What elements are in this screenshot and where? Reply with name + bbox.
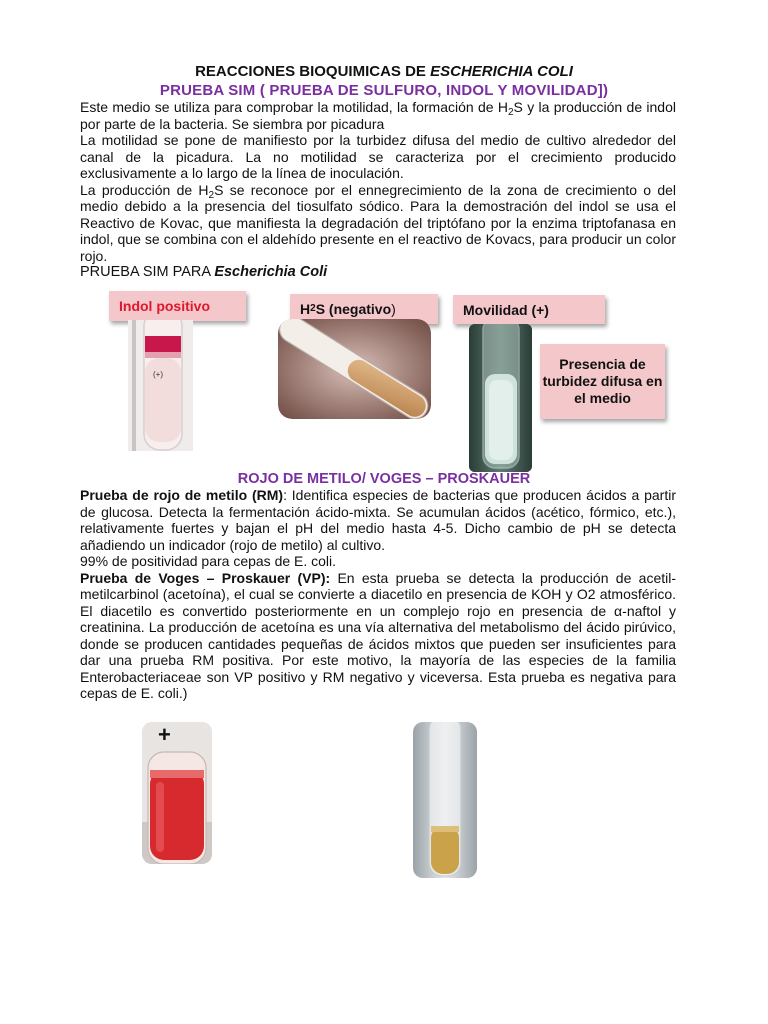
- sim-ecoli-label: PRUEBA SIM PARA Escherichia Coli: [80, 264, 328, 280]
- rm-tube-mark: +: [158, 722, 171, 747]
- rm-percentage: 99% de positividad para cepas de E. coli.: [80, 553, 337, 569]
- turbidez-tag: Presencia de turbidez difusa en el medio: [540, 344, 665, 419]
- vp-paragraph: Prueba de Voges – Proskauer (VP): En esta prueba se detecta la producción de acetil-metilcarbinol (acetoína), el cual se convierte a diacetilo en presencia de KOH y O2 atmosférico. El diacetilo es convertido posteriormente en un complejo rojo en presencia de α-naftol y creatinina. La producción de acetoína es una vía alternativa del metabolismo del ácido pirúvico, donde se producen cantidades pequeñas de ácidos mixtos que pueden ser insuficientes para dar una prueba RM positiva. Por este motivo, la mayoría de las especies de la familia Enterobacteriaceae son VP positivo y RM negativo y viceversa. Esta prueba es negativa para cepas de E. coli.): [80, 569, 676, 701]
- rm-tube-photo: [142, 722, 212, 864]
- movilidad-tag: Movilidad (+): [453, 295, 605, 324]
- indol-positive-tag: Indol positivo: [109, 291, 246, 321]
- h2s-tube-graphic: [278, 319, 431, 419]
- sim-paragraph-3: La producción de $H_2S$ se reconoce por el ennegrecimiento de la zona de crecimiento o del medio debido a la presencia del tiosulfato sódico. Para la demostración del indol se usa el Reactivo de Kovac, que manifiesta la degradación del triptófano por la enzima triptofanasa en indol, que se combina con el aldehído presente en el reactivo de Kovacs, para producir un color rojo.: [80, 181, 676, 264]
- rm-paragraph: Prueba de rojo de metilo (RM): Identifica especies de bacterias que producen ácidos a partir de glucosa. Detecta la fermentación ácido-mixta. Se acumulan ácidos (acético, fórmico, etc.), relativamente fuertes y bajan el pH del medio hasta 4-5. Dicho cambio de pH se detecta añadiendo un indicador (rojo de metilo) al cultivo.: [80, 487, 676, 553]
- movilidad-tube-photo: [469, 324, 532, 472]
- indol-tube-graphic: [128, 320, 193, 451]
- h2s-negative-tag: H 2 S (negativo ): [290, 294, 438, 324]
- indol-tube-mark: (+): [153, 370, 163, 379]
- rm-vp-heading: ROJO DE METILO/ VOGES – PROSKAUER: [237, 471, 531, 487]
- document-title: REACCIONES BIOQUIMICAS DE ESCHERICHIA COLI: [195, 63, 573, 80]
- rm-tube-graphic: [142, 722, 212, 864]
- sim-description: [80, 99, 676, 264]
- h2s-tube-photo: [278, 319, 431, 419]
- rm-vp-description: [80, 487, 676, 702]
- indol-tube-photo: [128, 320, 193, 451]
- movilidad-tube-graphic: [469, 324, 532, 472]
- sim-paragraph-2: La motilidad se pone de manifiesto por la turbidez difusa del medio de cultivo alrededor del canal de la picadura. La no motilidad se caracteriza por el crecimiento producido exclusivamente a lo largo de la línea de inoculación.: [80, 132, 676, 181]
- vp-tube-photo: [413, 722, 477, 878]
- sim-subtitle: PRUEBA SIM ( PRUEBA DE SULFURO, INDOL Y MOVILIDAD]): [159, 82, 609, 99]
- vp-tube-graphic: [413, 722, 477, 878]
- sim-paragraph-1: Este medio se utiliza para comprobar la motilidad, la formación de $H_2S$ y la producción de indol por parte de la bacteria. Se siembra por picadura: [80, 99, 676, 132]
